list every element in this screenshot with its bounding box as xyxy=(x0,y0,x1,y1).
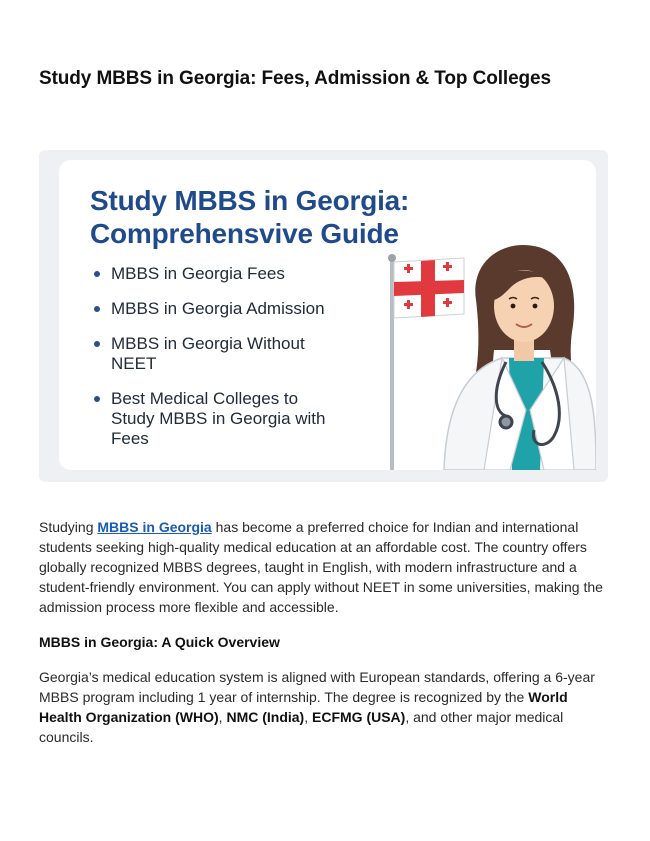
doctor-figure xyxy=(444,245,596,470)
who-recognition: World Health Organization (WHO) xyxy=(39,689,568,725)
banner-bullet: MBBS in Georgia Admission xyxy=(92,299,392,319)
overview-paragraph: Georgia’s medical education system is aligned with European standards, offering a 6-year MBBS program including 1 year of internship. The degree is recognized by the World Health Organization (WHO), NMC (India), ECFMG (USA), and other major medical councils. xyxy=(39,669,595,745)
page-title: Study MBBS in Georgia: Fees, Admission & Top Colleges xyxy=(39,68,551,89)
nmc-recognition: NMC (India) xyxy=(226,709,305,725)
ecfmg-recognition: ECFMG (USA) xyxy=(312,709,406,725)
banner-bullet: Best Medical Colleges to Study MBBS in Georgia with Fees xyxy=(92,389,343,449)
banner-bullet: MBBS in Georgia Fees xyxy=(92,264,392,284)
bullet-dot-icon xyxy=(94,341,100,347)
georgia-flag-icon xyxy=(394,258,464,318)
doctor-with-flag-illustration xyxy=(384,240,596,470)
banner-card xyxy=(59,160,596,470)
bullet-dot-icon xyxy=(94,271,100,277)
flag-pole-icon xyxy=(390,260,394,470)
hero-banner xyxy=(39,150,608,482)
banner-bullet-list xyxy=(92,264,392,464)
mbbs-georgia-link[interactable]: MBBS in Georgia xyxy=(97,519,212,535)
banner-title-line1: Study MBBS in Georgia: xyxy=(90,185,410,216)
bullet-dot-icon xyxy=(94,396,100,402)
section-heading-overview: MBBS in Georgia: A Quick Overview xyxy=(39,634,280,650)
intro-paragraph: Studying MBBS in Georgia has become a preferred choice for Indian and international students seeking high-quality medical education at an affordable cost. The country offers globally recognized MBBS degrees, taught in English, with modern infrastructure and a student-friendly environment. You can apply without NEET in some universities, making the admission process more flexible and accessible. xyxy=(39,519,603,615)
banner-title-line2: Comprehensvive Guide xyxy=(90,218,399,249)
bullet-dot-icon xyxy=(94,306,100,312)
banner-bullet: MBBS in Georgia Without NEET xyxy=(92,334,351,374)
